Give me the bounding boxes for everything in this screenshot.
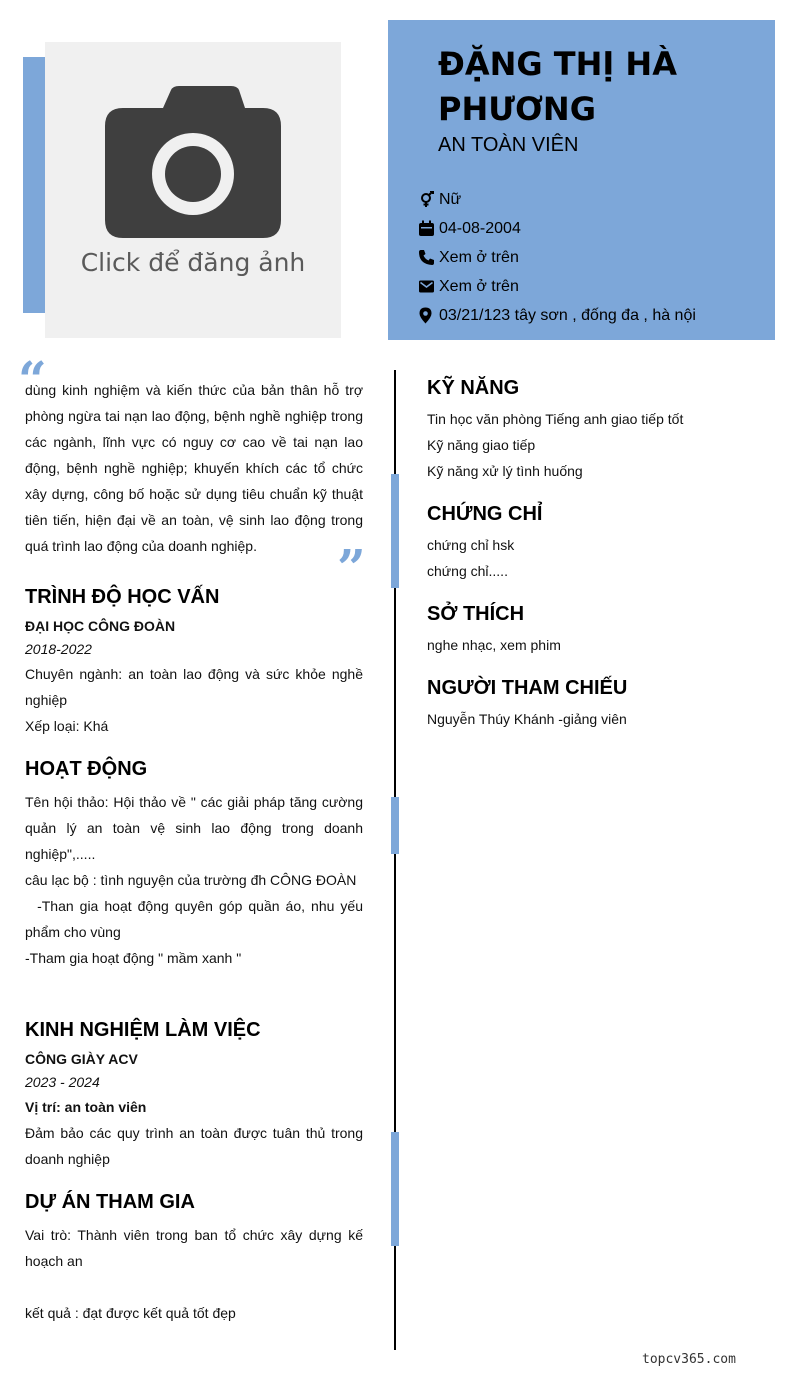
- calendar-icon: [418, 220, 439, 238]
- contact-phone-text: Xem ở trên: [439, 248, 519, 266]
- section-title-references: NGƯỜI THAM CHIẾU: [427, 677, 628, 699]
- left-column: [25, 377, 367, 1326]
- activity-line: -Tham gia hoạt động " mầm xanh ": [25, 950, 242, 966]
- quote-open-icon: “: [18, 350, 47, 409]
- skill-item: Tin học văn phòng Tiếng anh giao tiếp tốt: [427, 411, 684, 427]
- experience-company: CÔNG GIÀY ACV: [25, 1051, 138, 1067]
- contact-address-text: 03/21/123 tây sơn , đống đa , hà nội: [439, 306, 696, 324]
- contact-birthday: [418, 214, 696, 243]
- education-grade: Xếp loại: Khá: [25, 718, 109, 734]
- camera-icon: [105, 86, 281, 238]
- contact-email[interactable]: [418, 272, 696, 301]
- experience-period: 2023 - 2024: [25, 1074, 100, 1090]
- section-title-hobbies: SỞ THÍCH: [427, 603, 525, 625]
- reference-item: Nguyễn Thúy Khánh -giảng viên: [427, 711, 627, 727]
- activities-section: [25, 755, 367, 971]
- projects-section: [25, 1188, 363, 1326]
- hobby-item: nghe nhạc, xem phim: [427, 637, 561, 653]
- contact-email-text: Xem ở trên: [439, 277, 519, 295]
- education-school: ĐẠI HỌC CÔNG ĐOÀN: [25, 618, 176, 634]
- section-title-education: TRÌNH ĐỘ HỌC VẤN: [25, 586, 220, 608]
- contact-address: [418, 301, 696, 330]
- contact-gender-text: Nữ: [439, 190, 462, 208]
- education-major: Chuyên ngành: an toàn lao động và sức khỏe nghề nghiệp: [25, 666, 363, 708]
- divider-accent: [391, 797, 399, 854]
- education-period: 2018-2022: [25, 641, 92, 657]
- section-title-certificates: CHỨNG CHỈ: [427, 503, 543, 525]
- activity-line: câu lạc bộ : tình nguyện của trường đh CÔNG ĐOÀN: [25, 872, 357, 888]
- avatar-upload[interactable]: [45, 42, 341, 338]
- references-section: [427, 674, 767, 732]
- full-name: ĐẶNG THỊ HÀ PHƯƠNG: [438, 45, 677, 128]
- experience-section: [25, 1016, 363, 1172]
- section-title-skills: KỸ NĂNG: [427, 377, 520, 399]
- certificate-item: chứng chỉ.....: [427, 563, 508, 579]
- contact-gender: [418, 185, 696, 214]
- activity-line: Tên hội thảo: Hội thảo về " các giải pháp tăng cường quản lý an toàn vệ sinh lao động trong doanh nghiệp",.....: [25, 794, 363, 862]
- activity-line: -Than gia hoạt động quyên góp quần áo, nhu yếu phẩm cho vùng: [25, 898, 367, 940]
- divider-accent: [391, 1132, 399, 1246]
- header-panel: [388, 20, 775, 340]
- contact-birthday-text: 04-08-2004: [439, 219, 521, 237]
- quote-close-icon: ”: [337, 538, 366, 597]
- location-pin-icon: [418, 307, 439, 325]
- section-title-projects: DỰ ÁN THAM GIA: [25, 1191, 195, 1213]
- gender-icon: [418, 191, 439, 209]
- project-result: kết quả : đạt được kết quả tốt đẹp: [25, 1305, 236, 1321]
- divider-accent: [391, 474, 399, 588]
- contact-list: [418, 185, 696, 330]
- right-column: [427, 374, 767, 732]
- footer-watermark: topcv365.com: [642, 1352, 736, 1367]
- email-icon: [418, 278, 439, 296]
- section-title-experience: KINH NGHIỆM LÀM VIỆC: [25, 1019, 261, 1041]
- certificate-item: chứng chỉ hsk: [427, 537, 515, 553]
- section-title-activities: HOẠT ĐỘNG: [25, 758, 148, 780]
- skills-section: [427, 374, 767, 484]
- experience-description: Đảm bảo các quy trình an toàn được tuân thủ trong doanh nghiệp: [25, 1125, 363, 1167]
- contact-phone[interactable]: [418, 243, 696, 272]
- certificates-section: [427, 500, 767, 584]
- phone-icon: [418, 249, 439, 267]
- project-role: Vai trò: Thành viên trong ban tổ chức xây dựng kế hoạch an: [25, 1227, 363, 1269]
- photo-caption: Click để đăng ảnh: [80, 248, 306, 277]
- education-section: [25, 583, 363, 739]
- job-title: AN TOÀN VIÊN: [438, 134, 579, 156]
- experience-position: Vị trí: an toàn viên: [25, 1099, 147, 1115]
- hobbies-section: [427, 600, 767, 658]
- skill-item: Kỹ năng giao tiếp: [427, 437, 536, 453]
- skill-item: Kỹ năng xử lý tình huống: [427, 463, 583, 479]
- career-objective: dùng kinh nghiệm và kiến thức của bản thân hỗ trợ phòng ngừa tai nạn lao động, bệnh nghề nghiệp trong các ngành, lĩnh vực có nguy cơ cao về tai nạn lao động, bệnh nghề nghiệp; khuyến khích các tổ chức xây dựng, công bố hoặc sử dụng tiêu chuẩn kỹ thuật tiên tiến, hiện đại về an toàn, vệ sinh lao động trong quá trình lao động của doanh nghiệp.: [25, 382, 363, 554]
